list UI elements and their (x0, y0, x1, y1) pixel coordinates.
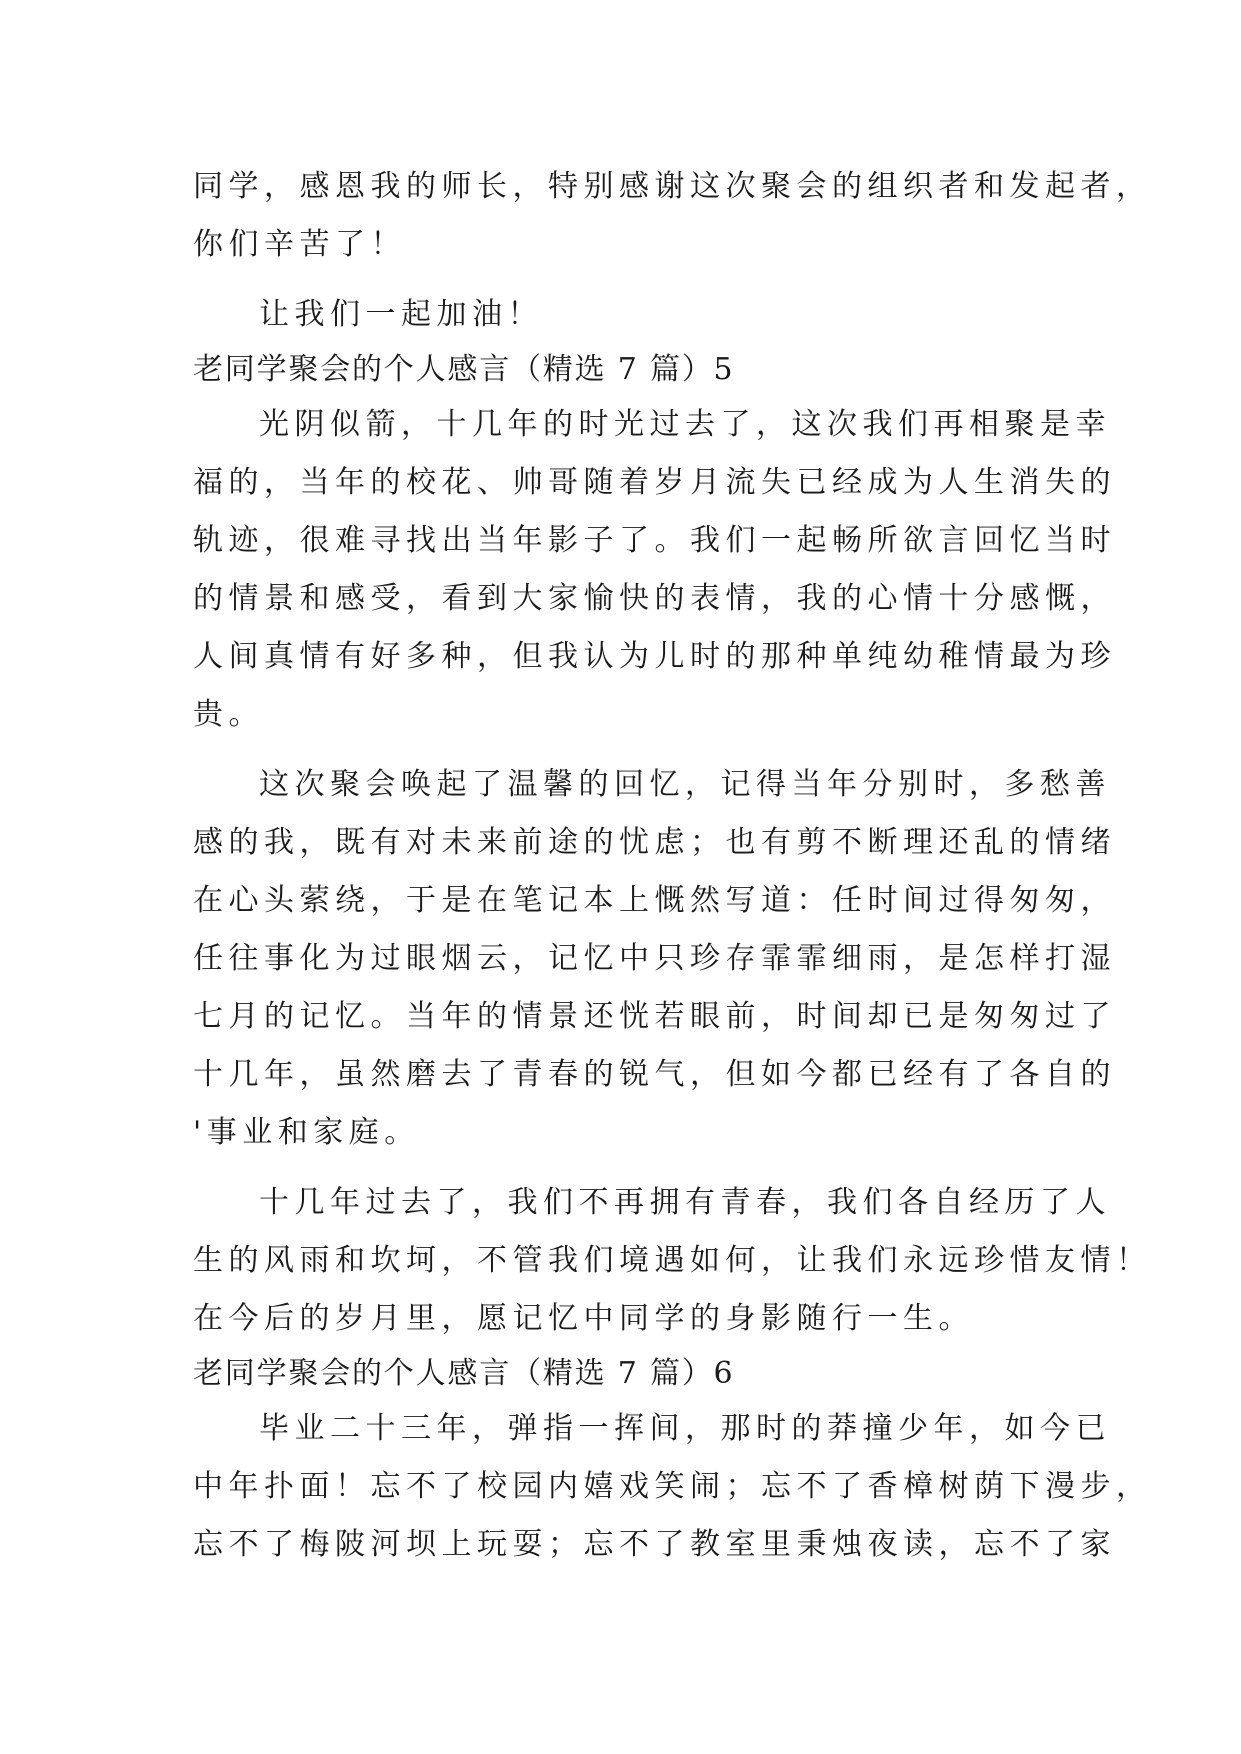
text-line: 七月的记忆。当年的情景还恍若眼前，时间却已是匆匆过了 (193, 999, 1116, 1034)
text-line: 同学，感恩我的师长，特别感谢这次聚会的组织者和发起者， (193, 169, 1152, 204)
text-line: 的情景和感受，看到大家愉快的表情，我的心情十分感慨， (193, 581, 1116, 616)
text-line: 在心头萦绕，于是在笔记本上慨然写道：任时间过得匆匆， (193, 883, 1116, 918)
text-line: 十几年，虽然磨去了青春的锐气，但如今都已经有了各自的 (193, 1057, 1116, 1092)
text-line: 生的风雨和坎坷，不管我们境遇如何，让我们永远珍惜友情！ (193, 1243, 1152, 1278)
paragraph-start-line: 让我们一起加油！ (259, 297, 543, 332)
text-line: 在今后的岁月里，愿记忆中同学的身影随行一生。 (193, 1301, 974, 1336)
paragraph-start-line: 十几年过去了，我们不再拥有青春，我们各自经历了人 (259, 1185, 1111, 1220)
text-line: 福的，当年的校花、帅哥随着岁月流失已经成为人生消失的 (193, 465, 1116, 500)
text-line: 轨迹，很难寻找出当年影子了。我们一起畅所欲言回忆当时 (193, 523, 1116, 558)
paragraph-start-line: 光阴似箭，十几年的时光过去了，这次我们再相聚是幸 (259, 407, 1111, 442)
text-line: 贵。 (193, 697, 264, 732)
text-line: 你们辛苦了！ (193, 227, 406, 262)
section-heading: 老同学聚会的个人感言（精选 7 篇）5 (193, 352, 735, 387)
text-line: 人间真情有好多种，但我认为儿时的那种单纯幼稚情最为珍 (193, 639, 1116, 674)
text-line: 中年扑面！忘不了校园内嬉戏笑闹；忘不了香樟树荫下漫步， (193, 1469, 1152, 1504)
text-line: '事业和家庭。 (193, 1115, 420, 1150)
section-heading: 老同学聚会的个人感言（精选 7 篇）6 (193, 1356, 735, 1391)
paragraph-start-line: 这次聚会唤起了温馨的回忆，记得当年分别时，多愁善 (259, 767, 1111, 802)
document-body (193, 158, 1152, 1574)
text-line: 任往事化为过眼烟云，记忆中只珍存霏霏细雨，是怎样打湿 (193, 941, 1116, 976)
paragraph-start-line: 毕业二十三年，弹指一挥间，那时的莽撞少年，如今已 (259, 1411, 1111, 1446)
text-line: 忘不了梅陂河坝上玩耍；忘不了教室里秉烛夜读，忘不了家 (193, 1527, 1116, 1562)
text-line: 感的我，既有对未来前途的忧虑；也有剪不断理还乱的情绪 (193, 825, 1116, 860)
